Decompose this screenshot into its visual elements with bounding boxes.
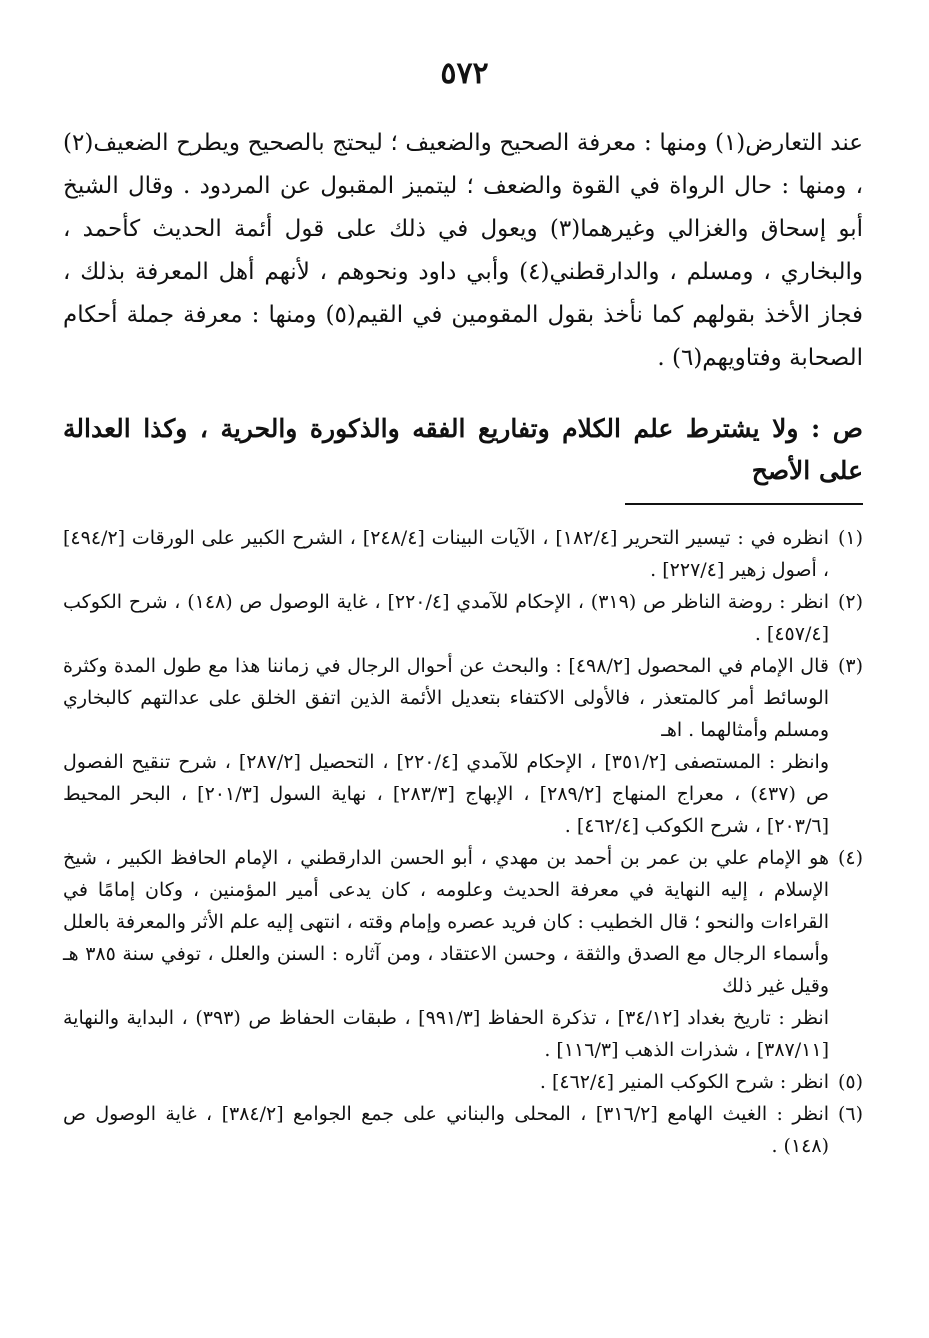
footnote-body bbox=[63, 842, 829, 1066]
footnote-text: قال الإمام في المحصول [٤٩٨/٢] : والبحث عن أحوال الرجال في زماننا هذا مع طول المدة وكثرة الوسائط أمر كالمتعذر ، فالأولى الاكتفاء بتعديل الأئمة الذين اتفق الخلق على عدالتهم كالبخاري ومسلم وأمثالهما . اهـ bbox=[63, 655, 829, 741]
footnote-divider bbox=[625, 503, 863, 505]
footnote-4 bbox=[63, 842, 863, 1066]
footnote-number: (١) bbox=[837, 527, 863, 549]
footnote-number: (٥) bbox=[837, 1071, 863, 1093]
footnote-5 bbox=[63, 1066, 863, 1098]
rule-statement bbox=[63, 408, 863, 492]
page-number: ٥٧٢ bbox=[440, 56, 489, 91]
footnote-6 bbox=[63, 1098, 863, 1162]
footnote-number: (٤) bbox=[837, 847, 863, 869]
main-text-block bbox=[63, 122, 863, 380]
main-paragraph: عند التعارض(١) ومنها : معرفة الصحيح والضعيف ؛ ليحتج بالصحيح ويطرح الضعيف(٢) ، ومنها : حال الرواة في القوة والضعف ؛ ليتميز المقبول عن المردود . وقال الشيخ أبو إسحاق والغزالي وغيرهما(٣) ويعول في ذلك على قول أئمة الحديث كأحمد ، والبخاري ، ومسلم ، والدارقطني(٤) وأبي داود ونحوهم ، لأنهم أهل المعرفة بذلك ، فجاز الأخذ بقولهم كما نأخذ بقول المقومين في القيم(٥) ومنها : معرفة جملة أحكام الصحابة وفتاويهم(٦) . bbox=[63, 130, 864, 371]
footnote-text: انظر : شرح الكوكب المنير [٤٦٢/٤] . bbox=[539, 1071, 829, 1093]
footnote-text: انظر : الغيث الهامع [٣١٦/٢] ، المحلى والبناني على جمع الجوامع [٣٨٤/٢] ، غاية الوصول ص (١٤٨) . bbox=[63, 1103, 830, 1157]
footnote-body bbox=[63, 586, 829, 650]
footnote-body bbox=[63, 522, 829, 586]
footnote-3 bbox=[63, 650, 863, 842]
footnote-body bbox=[63, 650, 829, 842]
footnote-1 bbox=[63, 522, 863, 586]
footnote-text: انظر : تاريخ بغداد [٣٤/١٢] ، تذكرة الحفاظ [٩٩١/٣] ، طبقات الحفاظ ص (٣٩٣) ، البداية والنهاية [٣٨٧/١١] ، شذرات الذهب [١١٦/٣] . bbox=[63, 1007, 829, 1061]
footnote-number: (٢) bbox=[837, 591, 863, 613]
footnote-text: وانظر : المستصفى [٣٥١/٢] ، الإحكام للآمدي [٢٢٠/٤] ، التحصيل [٢٨٧/٢] ، شرح تنقيح الفصول ص (٤٣٧) ، معراج المنهاج [٢٨٩/٢] ، الإبهاج [٢٨٣/٣] ، نهاية السول [٢٠١/٣] ، البحر المحيط [٢٠٣/٦] ، شرح الكوكب [٤٦٢/٤] . bbox=[63, 751, 829, 837]
footnotes bbox=[63, 522, 863, 1162]
footnote-number: (٣) bbox=[837, 655, 863, 677]
footnote-body bbox=[63, 1066, 829, 1098]
footnote-text: انظر : روضة الناظر ص (٣١٩) ، الإحكام للآمدي [٢٢٠/٤] ، غاية الوصول ص (١٤٨) ، شرح الكوكب [٤٥٧/٤] . bbox=[63, 591, 829, 645]
rule-paragraph: ص : ولا يشترط علم الكلام وتفاريع الفقه والذكورة والحرية ، وكذا العدالة على الأصح bbox=[63, 414, 863, 485]
footnote-text: انظره في : تيسير التحرير [١٨٢/٤] ، الآيات البينات [٢٤٨/٤] ، الشرح الكبير على الورقات [٤٩٤/٢] ، أصول زهير [٢٢٧/٤] . bbox=[63, 527, 829, 581]
footnote-number: (٦) bbox=[837, 1103, 863, 1125]
footnote-body bbox=[63, 1098, 829, 1162]
footnote-text: هو الإمام علي بن عمر بن أحمد بن مهدي ، أبو الحسن الدارقطني ، الإمام الحافظ الكبير ، شيخ الإسلام ، إليه النهاية في معرفة الحديث وعلومه ، كان يدعى أمير المؤمنين ، وكان إمامًا في القراءات والنحو ؛ قال الخطيب : كان فريد عصره وإمام وقته ، انتهى إليه علم الأثر والمعرفة بالعلل وأسماء الرجال مع الصدق والثقة ، وحسن الاعتقاد ، ومن آثاره : السنن والعلل ، توفي سنة ٣٨٥ هـ وقيل غير ذلك bbox=[63, 847, 829, 997]
footnote-2 bbox=[63, 586, 863, 650]
